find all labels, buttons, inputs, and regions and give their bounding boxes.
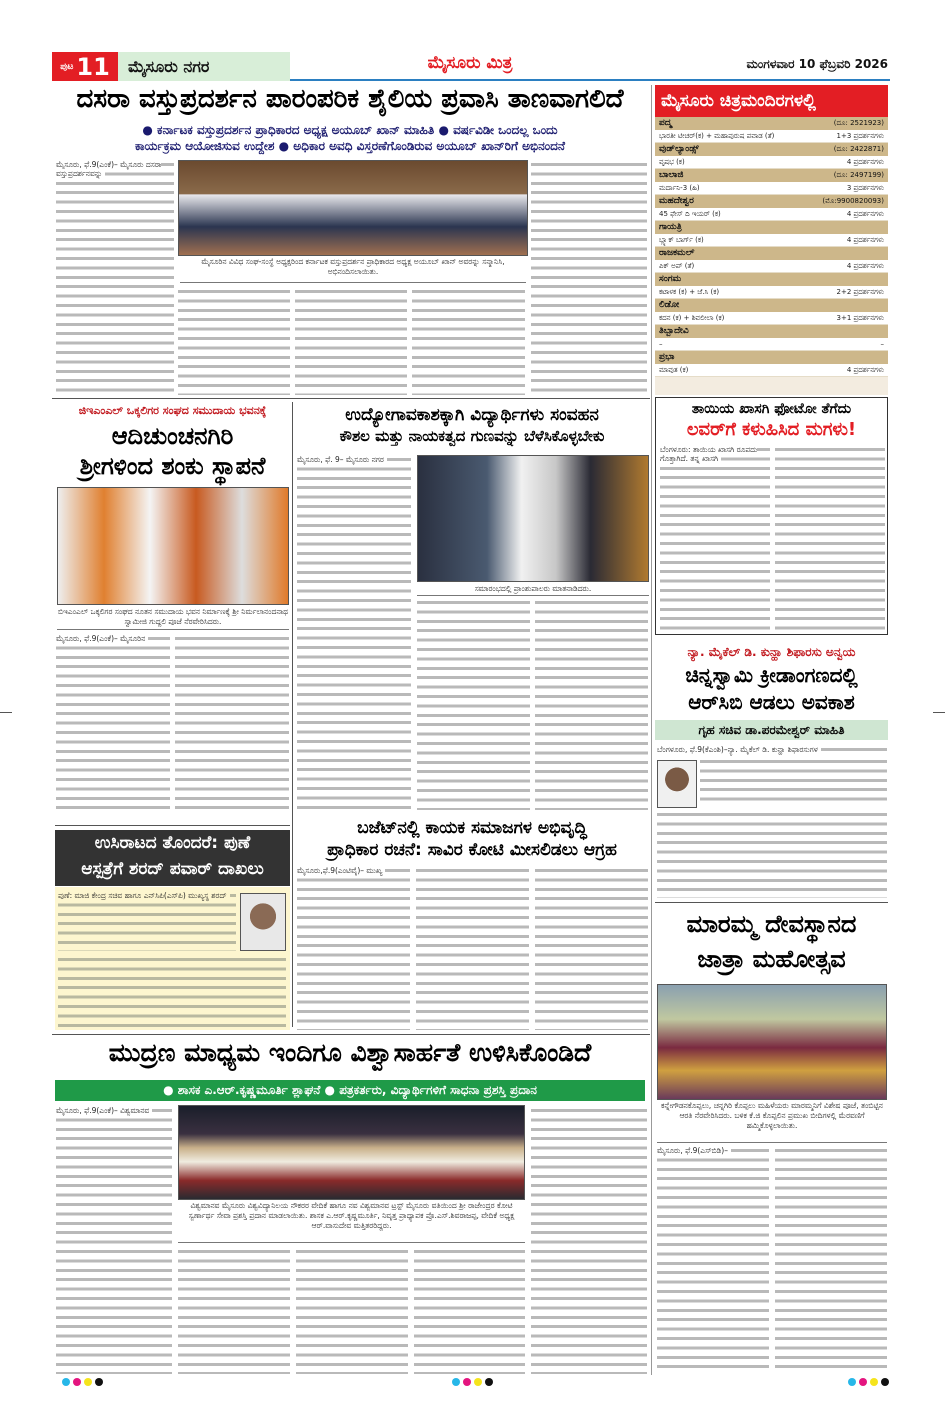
students-caption: ಸಮಾರಂಭದಲ್ಲಿ ಪ್ರಾಂಶುಪಾಲರು ಮಾತನಾಡಿದರು.: [417, 584, 649, 596]
registration-dot-cyan: [848, 1378, 856, 1386]
rcb-headline-1: ಚಿನ್ನಸ್ವಾಮಿ ಕ್ರೀಡಾಂಗಣದಲ್ಲಿ: [685, 663, 858, 687]
theatre-show-row: [655, 364, 888, 377]
theatre-show-row: [655, 130, 888, 143]
theatre-name: ಮಹದೇಶ್ವರ: [659, 196, 694, 206]
theatre-name: ಲಿಡೋ: [659, 300, 680, 310]
theatre-name: ಬಾಲಾಜಿ: [659, 170, 684, 180]
maramma-photo: [657, 984, 887, 1100]
registration-dot-magenta: [859, 1378, 867, 1386]
mother-dateline: ಬೆಂಗಳೂರು: ತಾಯಿಯ ಖಾಸಗಿ ರೂಪದು ಗೊತ್ತಾಗಿದೆ. ತನ್ನ ಖಾಸಗಿ: [660, 445, 758, 464]
budget-headline-2: ಪ್ರಾಧಿಕಾರ ರಚನೆ: ಸಾವಿರ ಕೋಟಿ ಮೀಸಲಿಡಲು ಆಗ್ರಹ: [327, 840, 617, 860]
theatre-name-row: [655, 143, 888, 156]
header-rule: [290, 79, 890, 81]
column-rule: [292, 402, 293, 1027]
registration-dot-cyan: [452, 1378, 460, 1386]
print-media-caption: ವಿಶ್ವಮಾನವ ಮೈಸೂರು ವಿಶ್ವವಿದ್ಯಾನಿಲಯ ನೌಕರರ ವೇದಿಕೆ ಹಾಗೂ ನವ ವಿಶ್ವಮಾನವ ಟ್ರಸ್ಟ್ ಮೈಸೂರು ವತಿಯಿಂದ ಶ್ರೀ ರಾಜೇಂದ್ರರ ಕೋಟಿ ಸ್ವರ್ಣಾರ್ಥ ಸೇವಾ ಪ್ರಶಸ್ತಿ ಪ್ರದಾನ ಮಾಡಲಾಯಿತು. ಶಾಸಕ ಎ.ಆರ್.ಕೃಷ್ಣಮೂರ್ತಿ, ನಿವೃತ್ತ ಪ್ರಾಧ್ಯಾಪಕ ಪ್ರೊ.ಎಸ್.ಶಿವರಾಜಪ್ಪ, ವೇದಿಕೆ ಅಧ್ಯಕ್ಷ ಆರ್.ವಾಸುದೇವ ಮತ್ತಿತರರಿದ್ದರು.: [178, 1201, 525, 1243]
theatre-name-row: [655, 247, 888, 260]
students-headline-2: ಕೌಶಲ ಮತ್ತು ನಾಯಕತ್ವದ ಗುಣವನ್ನು ಬೆಳೆಸಿಕೊಳ್ಳಬೇಕು: [339, 427, 605, 445]
cinema-listing: [655, 85, 888, 395]
theatre-show-row: [655, 312, 888, 325]
adi-kicker: ಜಿಇಎಂಎಲ್ ಒಕ್ಕಲಿಗರ ಸಂಘದ ಸಮುದಾಯ ಭವನಕ್ಕೆ: [78, 404, 267, 417]
theatre-phone: (ದೂ: 2422871): [833, 145, 884, 153]
theatre-name: ತಿಬ್ಬಾದೇವಿ: [659, 326, 689, 336]
students-dateline: ಮೈಸೂರು, ಫೆ. 9– ಮೈಸೂರು ನಗರ: [297, 455, 387, 464]
lead-text-col3: [295, 287, 407, 395]
print-text-col1: [56, 1106, 172, 1374]
rcb-kicker: ನ್ಯಾ. ಮೈಕೆಲ್ ಡಿ. ಕುನ್ಹಾ ಶಿಫಾರಸು ಅನ್ವಯ: [687, 645, 856, 659]
bottom-divider: [52, 1034, 650, 1035]
maramma-caption: ಕನ್ನೇಗೌಡನಕೊಪ್ಪಲು, ಚನ್ನಗಿರಿ ಕೊಪ್ಪಲು ಮಹಿಳೆಯರು ಮಾರಮ್ಮನಿಗೆ ವಿಶೇಷ ಪೂಜೆ, ತಂಬಿಟ್ಟಿನ ಆರತಿ ನೆರವೇರಿಸಿದರು. ಬಳಿಕ ಕೆ.ಜಿ ಕೊಪ್ಪಲಿನ ಪ್ರಮುಖ ಬೀದಿಗಳಲ್ಲಿ ಮೆರವಣಿಗೆ ಹಮ್ಮಿಕೊಳ್ಳಲಾಯಿತು.: [657, 1101, 887, 1143]
lead-headline: ದಸರಾ ವಸ್ತುಪ್ರದರ್ಶನ ಪಾರಂಪರಿಕ ಶೈಲಿಯ ಪ್ರವಾಸಿ ತಾಣವಾಗಲಿದೆ: [76, 84, 624, 114]
parameshwar-photo: [657, 760, 697, 808]
registration-dot-black: [95, 1378, 103, 1386]
theatre-name: ಸಂಗಮ: [659, 274, 682, 284]
registration-dot-magenta: [73, 1378, 81, 1386]
registration-dot-yellow: [474, 1378, 482, 1386]
theatre-name: ವುಡ್‌ಲ್ಯಾಂಡ್ಸ್: [659, 144, 699, 154]
theatre-name-row: [655, 221, 888, 234]
budget-dateline: ಮೈಸೂರು,ಫೆ.9(ಎಂಟಿವೈ)– ಮುಖ್ಯ: [297, 866, 385, 875]
section-divider: [52, 398, 650, 399]
print-dateline: ಮೈಸೂರು, ಫೆ.9(ಎಂಕೆ)– ವಿಶ್ವಮಾನವ: [56, 1106, 152, 1115]
show-count: 4 ಪ್ರದರ್ಶನಗಳು: [846, 210, 884, 218]
print-media-headline: ಮುದ್ರಣ ಮಾಧ್ಯಮ ಇಂದಿಗೂ ವಿಶ್ವಾಸಾರ್ಹತೆ ಉಳಿಸಿಕೊಂಡಿದೆ: [108, 1038, 592, 1067]
students-text-col3: [535, 598, 648, 810]
pawar-headline-2: ಆಸ್ಪತ್ರೆಗೆ ಶರದ್ ಪವಾರ್ ದಾಖಲು: [81, 859, 264, 879]
movie-title: ಕಟಾಳಕ (ಕ) + ಜೆ.ಸಿ (ಕ): [659, 288, 720, 296]
page-number: 11: [76, 52, 110, 81]
page-number-box: [52, 52, 118, 81]
crop-mark: [0, 712, 12, 713]
movie-title: 45 ಫೇಸ್ ದಿ ಇಯರ್ (ಕ): [659, 210, 721, 218]
theatre-name-row: [655, 299, 888, 312]
pawar-dateline: ಪುಣೆ: ಮಾಜಿ ಕೇಂದ್ರ ಸಚಿವ ಹಾಗೂ ಎನ್‌ಸಿಪಿ(ಎಸ್‌ಪಿ) ಮುಖ್ಯಸ್ಥ ಶರದ್: [58, 891, 230, 900]
theatre-show-row: [655, 156, 888, 169]
show-count: 3 ಪ್ರದರ್ಶನಗಳು: [846, 184, 884, 192]
show-count: 4 ಪ್ರದರ್ಶನಗಳು: [846, 236, 884, 244]
theatre-phone: (ಮೊ:9900820093): [822, 197, 884, 205]
theatre-name: ಪ್ರಭಾ: [659, 352, 675, 362]
adi-headline-1: ಆದಿಚುಂಚನಗಿರಿ: [111, 422, 234, 450]
maramma-headline-2: ಜಾತ್ರಾ ಮಹೋತ್ಸವ: [697, 945, 846, 973]
movie-title: ವೃಷಭ (ಕ): [659, 158, 685, 166]
pawar-divider: [55, 825, 290, 826]
masthead-logo: ಮೈಸೂರು ಮಿತ್ರ: [427, 53, 513, 73]
show-count: 2+2 ಪ್ರದರ್ಶನಗಳು: [836, 288, 884, 296]
print-text-col4: [414, 1247, 525, 1374]
print-text-col2: [178, 1247, 290, 1374]
issue-date: ಮಂಗಳವಾರ 10 ಫೆಬ್ರವರಿ 2026: [746, 57, 888, 71]
crop-mark: [933, 712, 945, 713]
rcb-text-top: [657, 745, 887, 757]
page-label: ಪುಟ: [60, 61, 74, 72]
theatre-name-row: [655, 351, 888, 364]
rcb-text-left: [700, 757, 887, 807]
show-count: 3+1 ಪ್ರದರ್ಶನಗಳು: [836, 314, 884, 322]
movie-title: ಮಾವುತ (ಕ): [659, 366, 689, 374]
rcb-divider: [655, 902, 888, 903]
theatre-show-row: [655, 234, 888, 247]
rcb-text-bottom: [657, 810, 887, 898]
movie-title: ಬ್ಲ್ಯಾಕ್ ಬಾರ್ಗ್ (ಕ): [659, 236, 704, 244]
right-column-rule: [651, 85, 652, 1375]
lead-photo-caption: ಮೈಸೂರಿನ ವಿವಿಧ ಸಂಘ-ಸಂಸ್ಥೆ ಅಧ್ಯಕ್ಷರಿಂದ ಕರ್ನಾಟಕ ವಸ್ತುಪ್ರದರ್ಶನ ಪ್ರಾಧಿಕಾರದ ಅಧ್ಯಕ್ಷ ಅಯೂಬ್ ಖಾನ್ ಅವರನ್ನು ಸನ್ಮಾನಿಸಿ, ಅಭಿನಂದಿಸಲಾಯಿತು.: [180, 257, 526, 283]
maramma-headline-1: ಮಾರಮ್ಮ ದೇವಸ್ಥಾನದ: [686, 910, 857, 938]
pawar-text: [58, 891, 236, 951]
pawar-headline-1: ಉಸಿರಾಟದ ತೊಂದರೆ: ಪುಣೆ: [94, 833, 251, 853]
theatre-name: ಪದ್ಮ: [659, 118, 672, 128]
lead-subhead-1: ● ಕರ್ನಾಟಕ ವಸ್ತುಪ್ರದರ್ಶನ ಪ್ರಾಧಿಕಾರದ ಅಧ್ಯಕ್ಷ ಅಯೂಬ್ ಖಾನ್ ಮಾಹಿತಿ ● ವರ್ಷವಿಡೀ ಒಂದಲ್ಲ ಒಂದು: [142, 123, 558, 137]
theatre-show-row: [655, 260, 888, 273]
adi-text-col2: [175, 634, 289, 810]
theatre-name-row: [655, 117, 888, 130]
theatre-name-row: [655, 195, 888, 208]
section-name: ಮೈಸೂರು ನಗರ: [118, 52, 290, 81]
adi-headline-2: ಶ್ರೀಗಳಿಂದ ಶಂಕು ಸ್ಥಾಪನೆ: [79, 452, 266, 480]
theatre-name: ರಾಜಕಮಲ್: [659, 248, 695, 258]
mother-headline-2: ಲವರ್‌ಗೆ ಕಳುಹಿಸಿದ ಮಗಳು!: [686, 419, 857, 440]
theatre-name: ಗಾಯತ್ರಿ: [659, 222, 682, 232]
lead-text-col4: [412, 287, 525, 395]
print-text-col5: [531, 1106, 647, 1374]
movie-title: ಕದನ (ಕ) + ಶಿವಲೀಲಾ (ಕ): [659, 314, 725, 322]
lead-text-col5: [531, 160, 647, 395]
budget-headline-1: ಬಜೆಟ್‌ನಲ್ಲಿ ಕಾಯಕ ಸಮಾಜಗಳ ಅಭಿವೃದ್ಧಿ: [357, 818, 587, 838]
maramma-dateline: ಮೈಸೂರು, ಫೆ.9(ಎಸ್‌ಬಿಡಿ)–: [657, 1146, 731, 1155]
registration-dot-black: [485, 1378, 493, 1386]
movie-title: ಮರ್ದಾನಿ-3 (ಹಿ): [659, 184, 700, 192]
theatre-show-row: [655, 338, 888, 351]
theatre-show-row: [655, 286, 888, 299]
print-media-subhead: ● ಶಾಸಕ ಎ.ಆರ್.ಕೃಷ್ಣಮೂರ್ತಿ ಶ್ಲಾಘನೆ ● ಪತ್ರಕರ್ತರು, ವಿದ್ಯಾರ್ಥಿಗಳಿಗೆ ಸಾಧನಾ ಪ್ರಶಸ್ತಿ ಪ್ರದಾನ: [55, 1080, 645, 1101]
budget-text-col2: [416, 866, 529, 1030]
budget-text-col3: [535, 866, 648, 1030]
rcb-headline-2: ಆರ್‌ಸಿಬಿ ಆಡಲು ಅವಕಾಶ: [688, 690, 855, 714]
registration-dot-magenta: [463, 1378, 471, 1386]
registration-dot-yellow: [870, 1378, 878, 1386]
show-count: –: [880, 340, 884, 348]
rcb-dateline: ಬೆಂಗಳೂರು, ಫೆ.9(ಕೆಎಂಶಿ)–ನ್ಯಾ. ಮೈಕೆಲ್ ಡಿ. ಕುನ್ಹಾ ಶಿಫಾರಸುಗಳ: [657, 745, 821, 754]
adi-photo: [57, 487, 289, 605]
show-count: 4 ಪ್ರದರ್ಶನಗಳು: [846, 262, 884, 270]
rcb-subhead: ಗೃಹ ಸಚಿವ ಡಾ.ಪರಮೇಶ್ವರ್ ಮಾಹಿತಿ: [655, 720, 888, 740]
maramma-text-col2: [775, 1146, 887, 1371]
budget-text-col1: [297, 866, 410, 1030]
movie-title: ಪಿಕ್ ಅಪ್ (ತೆ): [659, 262, 695, 270]
students-photo: [417, 455, 649, 582]
adi-caption: ಬಿಇಎಂಎಲ್ ಒಕ್ಕಲಿಗರ ಸಂಘದ ನೂತನ ಸಮುದಾಯ ಭವನ ನಿರ್ಮಾಣಕ್ಕೆ ಶ್ರೀ ನಿರ್ಮಲಾನಂದನಾಥ ಸ್ವಾಮೀಜಿ ಗುದ್ದಲಿ ಪೂಜೆ ನೆರವೇರಿಸಿದರು.: [57, 607, 289, 630]
students-headline-1: ಉದ್ಯೋಗಾವಕಾಶಕ್ಕಾಗಿ ವಿದ್ಯಾರ್ಥಿಗಳು ಸಂವಹನ: [345, 405, 599, 425]
movie-title: –: [659, 340, 663, 348]
lead-dateline: ಮೈಸೂರು, ಫೆ.9(ಎಂಕೆ)– ಮೈಸೂರು ದಸರಾ ವಸ್ತುಪ್ರದರ್ಶನವನ್ನು: [56, 160, 162, 179]
students-text-col1: [297, 455, 411, 810]
lead-photo: [178, 160, 528, 256]
print-media-photo: [178, 1105, 525, 1200]
adi-dateline: ಮೈಸೂರು, ಫೆ.9(ಎಂಕೆ)– ಮೈಸೂರಿನ: [56, 634, 148, 643]
mother-text-col1: [660, 445, 770, 631]
maramma-text-col1: [657, 1146, 769, 1371]
show-count: 4 ಪ್ರದರ್ಶನಗಳು: [846, 158, 884, 166]
lead-subhead-2: ಕಾರ್ಯಕ್ರಮ ಆಯೋಜಿಸುವ ಉದ್ದೇಶ ● ಅಧಿಕಾರ ಅವಧಿ ವಿಸ್ತರಣೆಗೊಂಡಿರುವ ಅಯೂಬ್ ಖಾನ್‌ರಿಗೆ ಅಭಿನಂದನೆ: [135, 139, 565, 153]
adi-text-col1: [56, 634, 170, 810]
movie-title: ಭಾರತೀ ಟೀಚರ್(ಕ) + ಮಹಾಪುರುಷ ಪವಾಡ (ತೆ): [659, 132, 775, 140]
lead-text-col2: [178, 287, 290, 395]
theatre-phone: (ದೂ: 2497199): [833, 171, 884, 179]
registration-dot-yellow: [84, 1378, 92, 1386]
theatre-name-row: [655, 325, 888, 338]
mother-headline-1: ತಾಯಿಯ ಖಾಸಗಿ ಫೋಟೋ ತೆಗೆದು: [691, 401, 852, 417]
theatre-name-row: [655, 273, 888, 286]
show-count: 1+3 ಪ್ರದರ್ಶನಗಳು: [836, 132, 884, 140]
students-text-col2: [417, 598, 530, 810]
sharad-pawar-photo: [240, 893, 286, 951]
print-text-col3: [296, 1247, 408, 1374]
registration-dot-black: [881, 1378, 889, 1386]
mother-text-col2: [775, 445, 885, 631]
theatre-name-row: [655, 169, 888, 182]
cinema-title: ಮೈಸೂರು ಚಿತ್ರಮಂದಿರಗಳಲ್ಲಿ: [655, 85, 888, 117]
theatre-phone: (ದೂ: 2521923): [833, 119, 884, 127]
theatre-show-row: [655, 208, 888, 221]
pawar-text-bottom: [58, 955, 286, 1027]
show-count: 4 ಪ್ರದರ್ಶನಗಳು: [846, 366, 884, 374]
lead-text-col1: [56, 160, 174, 395]
registration-dot-cyan: [62, 1378, 70, 1386]
theatre-show-row: [655, 182, 888, 195]
